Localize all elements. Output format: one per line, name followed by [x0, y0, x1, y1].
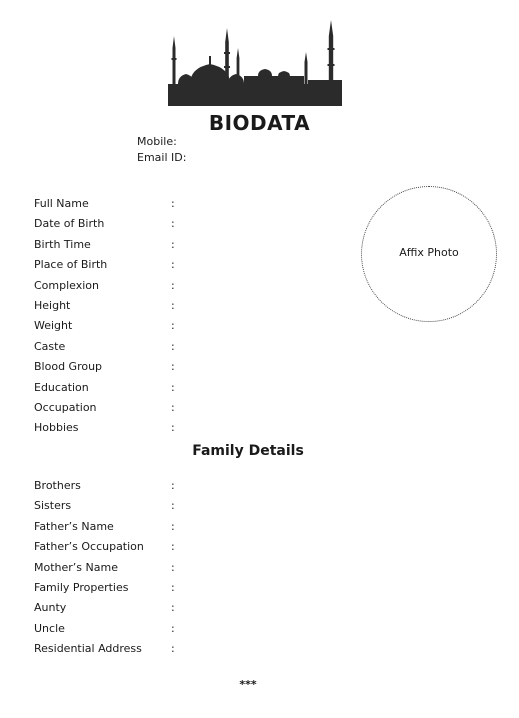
field-separator: :	[171, 580, 175, 594]
mosque-skyline-icon	[168, 18, 342, 106]
end-of-document-mark: ***	[239, 678, 257, 691]
field-label: Caste	[34, 339, 66, 353]
field-label: Residential Address	[34, 642, 142, 656]
field-separator: :	[171, 237, 175, 251]
affix-photo-placeholder	[361, 186, 497, 322]
field-separator: :	[171, 621, 175, 635]
field-label: Date of Birth	[34, 217, 105, 231]
field-label: Brothers	[34, 479, 81, 492]
field-label: Full Name	[34, 197, 89, 210]
field-label: Height	[34, 298, 71, 312]
field-separator: :	[171, 400, 175, 414]
field-label: Weight	[34, 319, 73, 333]
field-separator: :	[171, 479, 175, 492]
field-label: Uncle	[34, 621, 65, 635]
field-label: Father’s Name	[34, 519, 114, 533]
field-label: Blood Group	[34, 360, 103, 374]
field-separator: :	[171, 601, 175, 615]
field-label: Complexion	[34, 278, 100, 292]
field-separator: :	[171, 197, 175, 210]
email-label: Email ID:	[137, 151, 187, 164]
field-separator: :	[171, 540, 175, 554]
affix-photo-label: Affix Photo	[399, 245, 459, 259]
field-separator: :	[171, 519, 175, 533]
field-label: Occupation	[34, 400, 97, 414]
field-separator: :	[171, 258, 175, 272]
field-separator: :	[171, 278, 175, 292]
field-label: Hobbies	[34, 421, 79, 435]
field-label: Father’s Occupation	[34, 540, 144, 554]
field-separator: :	[171, 560, 175, 574]
document-title: BIODATA	[208, 111, 311, 135]
field-label: Aunty	[34, 601, 67, 615]
field-separator: :	[171, 217, 175, 231]
field-separator: :	[171, 642, 175, 656]
field-label: Education	[34, 380, 89, 394]
family-details-heading: Family Details	[192, 443, 304, 459]
field-separator: :	[171, 319, 175, 333]
field-label: Family Properties	[34, 580, 129, 594]
field-separator: :	[171, 360, 175, 374]
field-label: Sisters	[34, 499, 72, 513]
field-separator: :	[171, 421, 175, 435]
field-separator: :	[171, 298, 175, 312]
field-separator: :	[171, 380, 175, 394]
field-label: Mother’s Name	[34, 560, 118, 574]
field-separator: :	[171, 499, 175, 513]
mobile-label: Mobile:	[137, 135, 177, 148]
field-label: Place of Birth	[34, 258, 108, 272]
field-separator: :	[171, 339, 175, 353]
field-label: Birth Time	[34, 237, 91, 251]
